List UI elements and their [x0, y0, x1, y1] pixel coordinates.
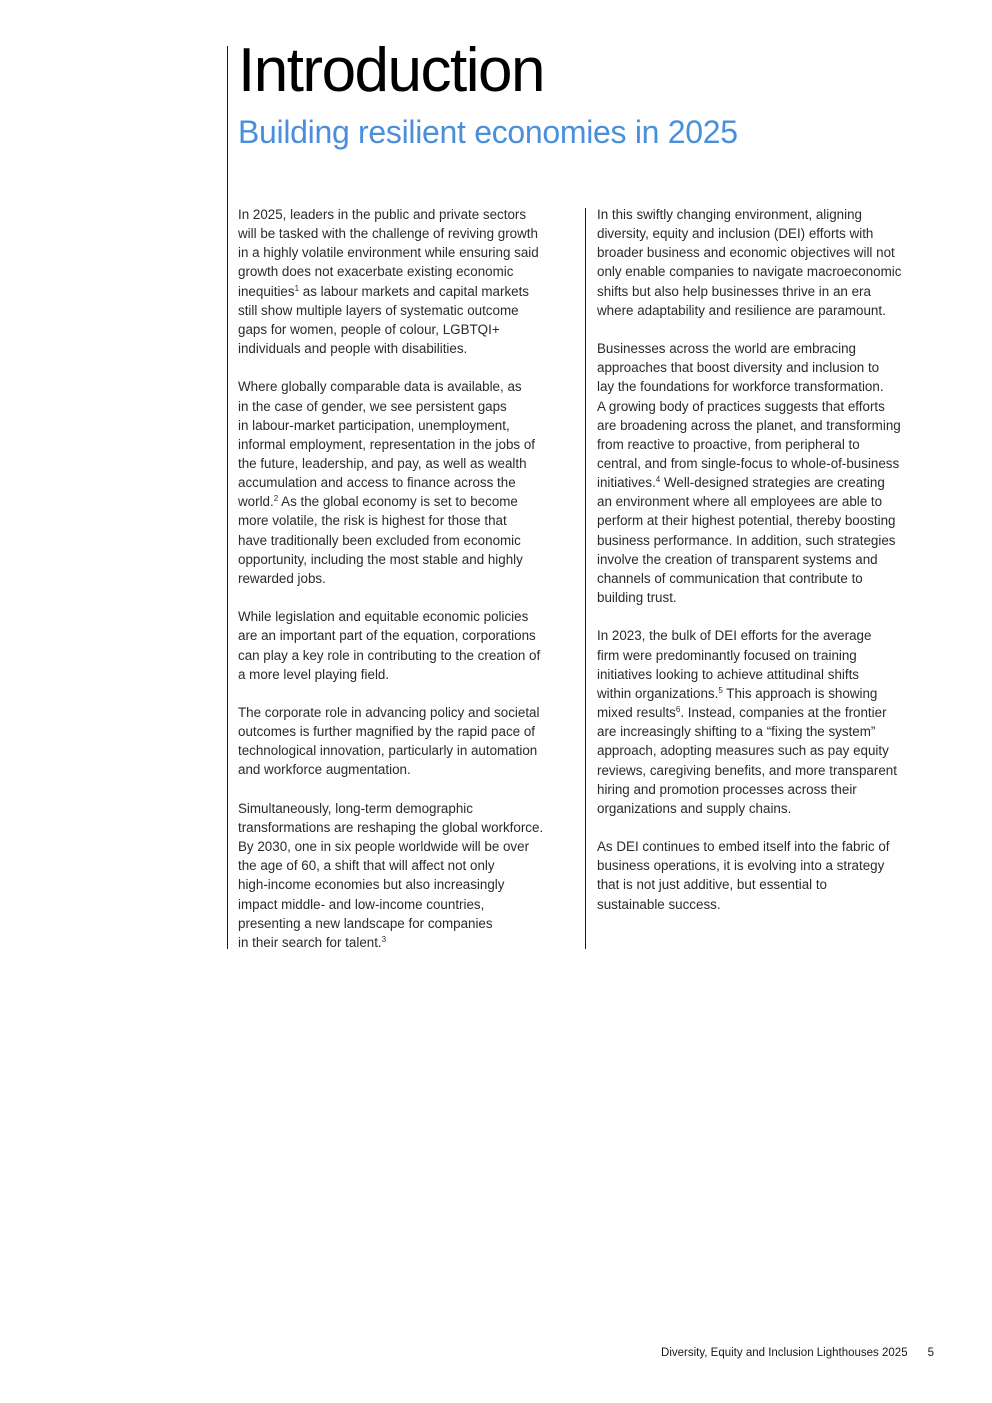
left-text-column	[238, 205, 573, 971]
paragraph: Businesses across the world are embracing approaches that boost diversity and inclusion to lay the foundations for workforce transformation. A growing body of practices suggests that efforts are broadening across the planet, and transforming from reactive to proactive, from peripheral to central, and from single-focus to whole-of-business initiatives.$^4$ Well-designed strategies are creating an environment where all employees are able to perform at their highest potential, thereby boosting business performance. In addition, such strategies involve the creation of transparent systems and channels of communication that contribute to building trust.	[597, 341, 901, 606]
footnote-ref: 6	[675, 705, 681, 715]
footnote-ref: 5	[718, 685, 723, 695]
page-subtitle: Building resilient economies in 2025	[238, 114, 738, 150]
paragraph: While legislation and equitable economic policies are an important part of the equation, corporations can play a key role in contributing to the creation of a more level playing field.	[238, 609, 541, 682]
page-title: Introduction	[238, 36, 544, 105]
page-footer	[600, 1347, 934, 1359]
left-margin-rule	[227, 46, 228, 949]
footer-report-title: Diversity, Equity and Inclusion Lighthouses 2025	[661, 1347, 908, 1359]
footnote-ref: 1	[294, 283, 300, 293]
column-divider-rule	[585, 208, 586, 949]
footnote-ref: 4	[655, 475, 661, 485]
right-text-column	[597, 205, 932, 933]
paragraph: In 2025, leaders in the public and private sectors will be tasked with the challenge of reviving growth in a highly volatile environment while ensuring said growth does not exacerbate existing economic inequities$^1$ as labour markets and capital markets still show multiple layers of systematic outcome gaps for women, people of colour, LGBTQI+ individuals and people with disabilities.	[238, 207, 539, 357]
page-number: 5	[927, 1347, 934, 1359]
paragraph: In this swiftly changing environment, aligning diversity, equity and inclusion (DEI) efforts with broader business and economic objectives will not only enable companies to navigate macroeconomic shifts but also help businesses thrive in an era where adaptability and resilience are paramount.	[597, 207, 902, 318]
footnote-ref: 3	[381, 934, 387, 944]
footnote-ref: 2	[273, 494, 279, 504]
paragraph: Simultaneously, long-term demographic transformations are reshaping the global workforce. By 2030, one in six people worldwide will be over the age of 60, a shift that will affect not only high-income economies but also increasingly impact middle- and low-income countries, presenting a new landscape for companies in their search for talent.$^3$	[238, 800, 544, 950]
paragraph: As DEI continues to embed itself into the fabric of business operations, it is evolving into a strategy that is not just additive, but essential to sustainable success.	[597, 839, 890, 912]
paragraph: The corporate role in advancing policy and societal outcomes is further magnified by the rapid pace of technological innovation, particularly in automation and workforce augmentation.	[238, 705, 540, 778]
paragraph: In 2023, the bulk of DEI efforts for the average firm were predominantly focused on training initiatives looking to achieve attitudinal shifts within organizations.$^5$ This approach is showing mixed results$^6$. Instead, companies at the frontier are increasingly shifting to a “fixing the system” approach, adopting measures such as pay equity reviews, caregiving benefits, and more transparent hiring and promotion processes across their organizations and supply chains.	[597, 628, 897, 816]
paragraph: Where globally comparable data is available, as in the case of gender, we see persistent gaps in labour-market participation, unemployment, informal employment, representation in the jobs of the future, leadership, and pay, as well as wealth accumulation and access to finance across the world.$^2$ As the global economy is set to become more volatile, the risk is highest for those that have traditionally been excluded from economic opportunity, including the most stable and highly rewarded jobs.	[238, 379, 535, 586]
